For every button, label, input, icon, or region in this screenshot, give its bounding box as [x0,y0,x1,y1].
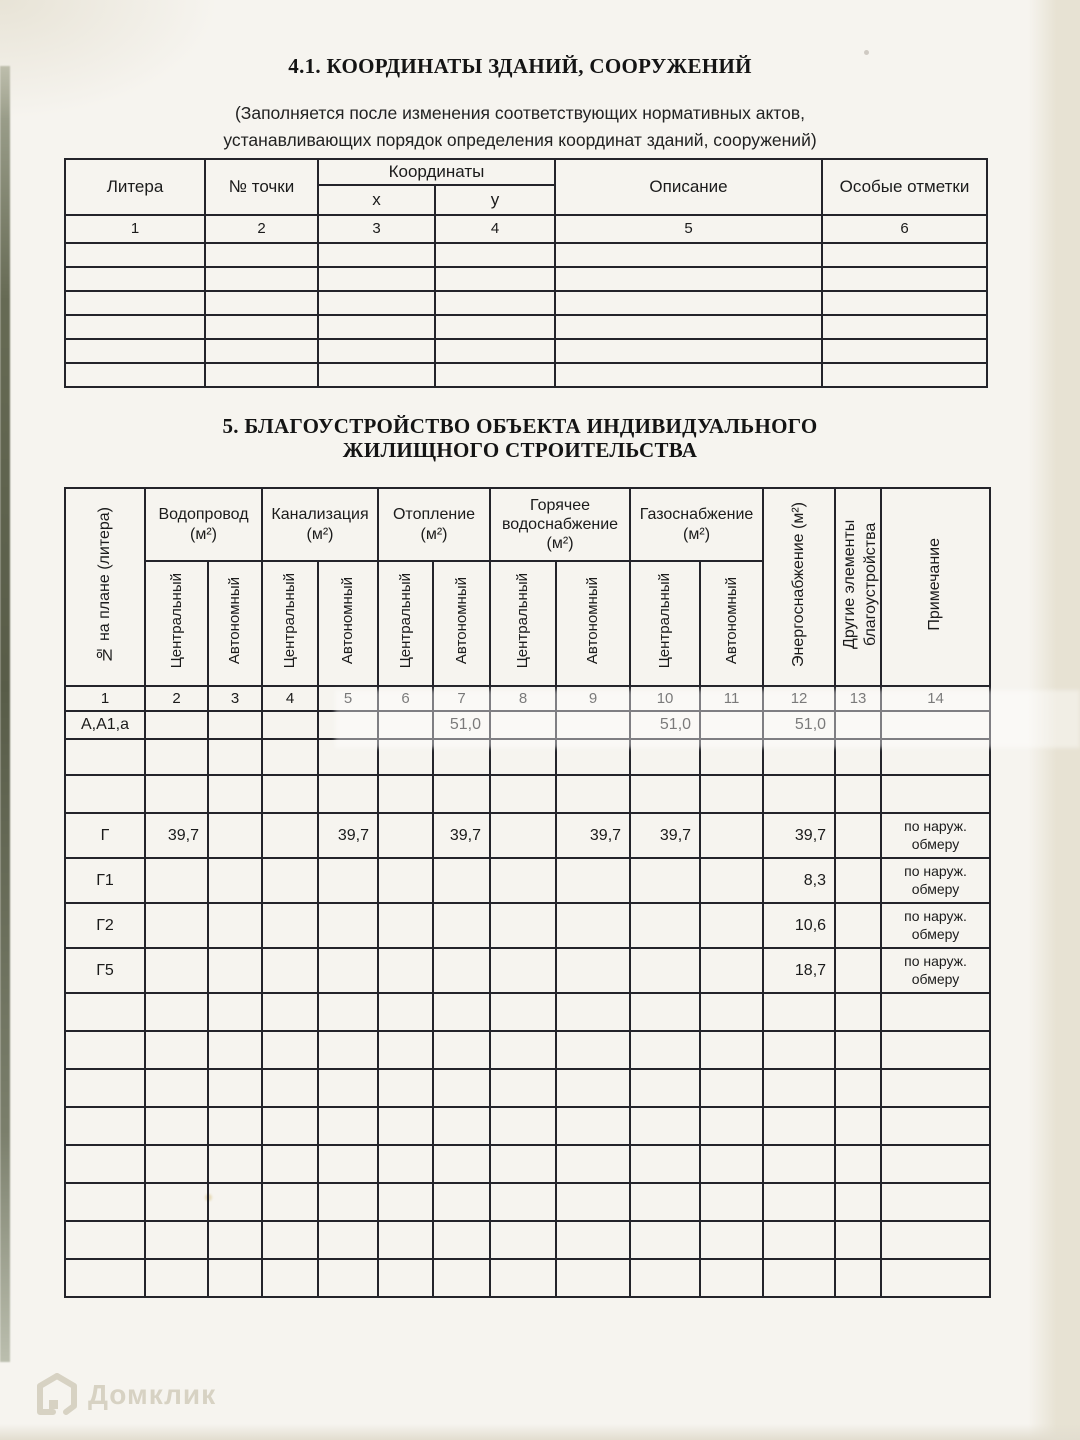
t1-column-number-row: 1 2 3 4 5 6 [65,215,987,243]
empty-row [65,267,987,291]
t2-sub-central: Центральный [378,561,433,686]
domclick-house-icon [36,1372,78,1418]
empty-row [65,775,990,813]
empty-row [65,339,987,363]
empty-row [65,1221,990,1259]
table-row [65,858,990,903]
cell-energy: 18,7 [763,948,835,993]
row-label: Г5 [65,948,145,993]
subtitle-line-1: (Заполняется после изменения соответствующих нормативных актов, [234,103,806,123]
empty-row [65,1107,990,1145]
t2-group-water: Водопровод (м²) [145,488,262,561]
page-right-edge-shadow [1028,0,1080,1440]
t2-column-number-row: 1 2 3 4 5 6 7 8 9 10 11 12 13 14 [65,686,990,711]
cell-hot-water-autonomous: 39,7 [556,813,630,858]
t1-header-x: х [318,185,435,215]
cell-gas-central: 51,0 [630,711,700,739]
t2-sub-central: Центральный [145,561,208,686]
subtitle-line-2: устанавливающих порядок определения координат зданий, сооружений) [223,130,817,151]
t2-sub-autonomous: Автономный [556,561,630,686]
improvements-table [64,487,991,1298]
page-left-edge-shadow [0,66,10,1362]
cell-gas-central: 39,7 [630,813,700,858]
cell-sewer-autonomous: 39,7 [318,813,378,858]
empty-row [65,1069,990,1107]
t2-sub-autonomous: Автономный [433,561,490,686]
t2-sub-central: Центральный [490,561,556,686]
page-bottom-edge-shadow [0,1424,1080,1440]
empty-row [65,1183,990,1221]
t2-header-note: Примечание [881,488,990,686]
table-row [65,711,990,739]
section-5-title-line-1: 5. БЛАГОУСТРОЙСТВО ОБЪЕКТА ИНДИВИДУАЛЬНОГО [222,414,818,438]
t2-header-other-elements: Другие элементы благоустройства [835,488,881,686]
t1-header-coords: Координаты [318,159,555,185]
t1-header-litera: Литера [65,159,205,215]
empty-row [65,291,987,315]
cell-energy: 8,3 [763,858,835,903]
cell-note: по наруж. обмеру [881,813,990,858]
cell-heating-autonomous: 39,7 [433,813,490,858]
t2-corner-header: № на плане (литера) [65,488,145,686]
table-row [65,948,990,993]
cell-note: по наруж. обмеру [881,948,990,993]
empty-row [65,363,987,387]
t1-header-point: № точки [205,159,318,215]
empty-row [65,993,990,1031]
section-4-subtitle [0,100,1040,154]
t1-header-row [65,159,987,185]
empty-row [65,1031,990,1069]
cell-note: по наруж. обмеру [881,858,990,903]
cell-heating-autonomous: 51,0 [433,711,490,739]
table-row [65,813,990,858]
t2-header-energy: Энергоснабжение (м²) [763,488,835,686]
row-label: А,А1,а [65,711,145,739]
empty-row [65,1145,990,1183]
cell-note: по наруж. обмеру [881,903,990,948]
t1-header-notes: Особые отметки [822,159,987,215]
t1-header-y: у [435,185,555,215]
t2-sub-central: Центральный [630,561,700,686]
row-label: Г1 [65,858,145,903]
watermark-label: Домклик [88,1379,217,1410]
empty-row [65,243,987,267]
t2-sub-autonomous: Автономный [318,561,378,686]
cell-energy: 51,0 [763,711,835,739]
row-label: Г2 [65,903,145,948]
section-4-title: 4.1. КООРДИНАТЫ ЗДАНИЙ, СООРУЖЕНИЙ [288,54,752,78]
coordinates-table [64,158,988,388]
domclick-watermark [36,1372,216,1418]
t2-group-hot-water: Горячее водоснабжение (м²) [490,488,630,561]
cell-energy: 10,6 [763,903,835,948]
section-5-title [0,414,1040,462]
t2-group-header-row [65,488,990,561]
empty-row [65,1259,990,1297]
empty-row [65,315,987,339]
t1-header-desc: Описание [555,159,822,215]
section-5-title-line-2: ЖИЛИЩНОГО СТРОИТЕЛЬСТВА [342,438,698,462]
cell-energy: 39,7 [763,813,835,858]
t2-sub-autonomous: Автономный [700,561,763,686]
row-label: Г [65,813,145,858]
table-row [65,903,990,948]
t2-sub-autonomous: Автономный [208,561,262,686]
t2-group-sewer: Канализация (м²) [262,488,378,561]
t2-sub-central: Центральный [262,561,318,686]
t2-group-heating: Отопление (м²) [378,488,490,561]
cell-water-central: 39,7 [145,813,208,858]
t2-group-gas: Газоснабжение (м²) [630,488,763,561]
empty-row [65,739,990,775]
